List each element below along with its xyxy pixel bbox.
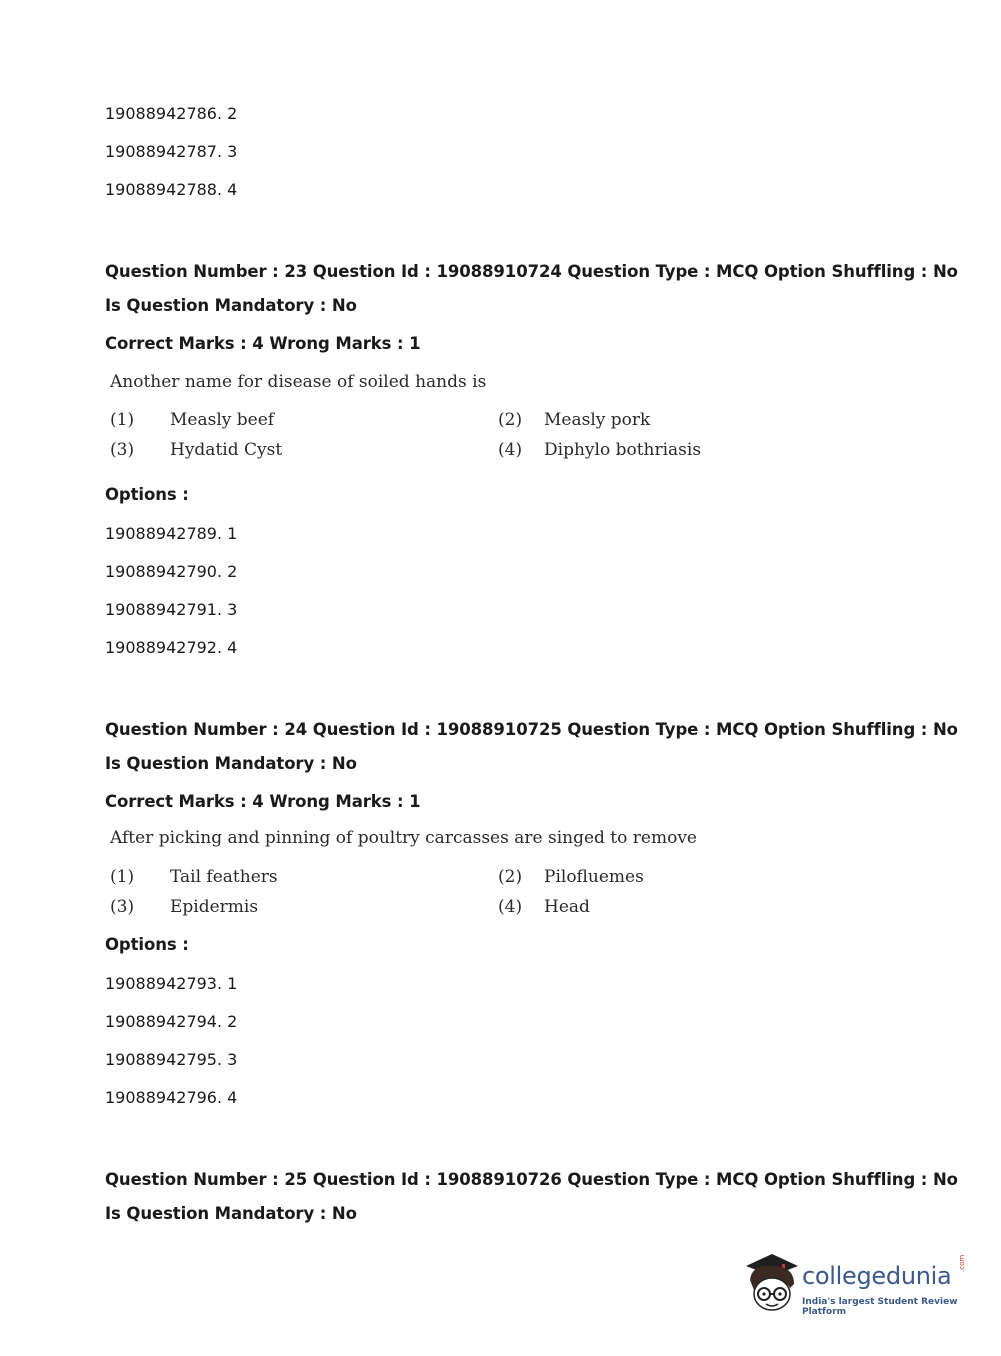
option-line: 19088942788. 4 (105, 180, 238, 199)
choice-label: Head (544, 897, 590, 917)
collegedunia-logo (742, 1250, 972, 1320)
question-header: Question Number : 24 Question Id : 19088910725 Question Type : MCQ Option Shuffling : No (105, 720, 958, 739)
choice-number: (3) (110, 440, 135, 460)
question-mandatory: Is Question Mandatory : No (105, 1204, 357, 1223)
option-line: 19088942791. 3 (105, 600, 238, 619)
question-marks: Correct Marks : 4 Wrong Marks : 1 (105, 792, 421, 811)
option-line: 19088942787. 3 (105, 142, 238, 161)
choice-number: (3) (110, 897, 135, 917)
choice-label: Hydatid Cyst (170, 440, 283, 460)
choice-number: (1) (110, 410, 135, 430)
choice-number: (4) (498, 897, 523, 917)
logo-dotcom: .com (958, 1254, 966, 1272)
question-mandatory: Is Question Mandatory : No (105, 296, 357, 315)
option-line: 19088942795. 3 (105, 1050, 238, 1069)
option-line: 19088942793. 1 (105, 974, 238, 993)
options-label: Options : (105, 485, 189, 504)
option-line: 19088942786. 2 (105, 104, 238, 123)
options-label: Options : (105, 935, 189, 954)
choice-label: Measly beef (170, 410, 275, 430)
choice-label: Diphylo bothriasis (544, 440, 702, 460)
option-line: 19088942794. 2 (105, 1012, 238, 1031)
choice-label: Tail feathers (170, 867, 278, 887)
option-line: 19088942790. 2 (105, 562, 238, 581)
logo-tagline: India's largest Student Review Platform (802, 1297, 958, 1317)
option-line: 19088942796. 4 (105, 1088, 238, 1107)
option-line: 19088942792. 4 (105, 638, 238, 657)
choice-label: Pilofluemes (544, 867, 644, 887)
question-marks: Correct Marks : 4 Wrong Marks : 1 (105, 334, 421, 353)
choice-label: Epidermis (170, 897, 259, 917)
question-text: Another name for disease of soiled hands is (110, 372, 487, 392)
question-mandatory: Is Question Mandatory : No (105, 754, 357, 773)
choice-number: (2) (498, 867, 523, 887)
option-line: 19088942789. 1 (105, 524, 238, 543)
question-header: Question Number : 23 Question Id : 19088910724 Question Type : MCQ Option Shuffling : No (105, 262, 958, 281)
choice-label: Measly pork (544, 410, 651, 430)
mascot-icon (742, 1250, 802, 1320)
question-text: After picking and pinning of poultry carcasses are singed to remove (110, 828, 697, 848)
choice-number: (4) (498, 440, 523, 460)
question-header: Question Number : 25 Question Id : 19088910726 Question Type : MCQ Option Shuffling : No (105, 1170, 958, 1189)
choice-number: (2) (498, 410, 523, 430)
choice-number: (1) (110, 867, 135, 887)
logo-wordmark: collegedunia (802, 1262, 952, 1290)
